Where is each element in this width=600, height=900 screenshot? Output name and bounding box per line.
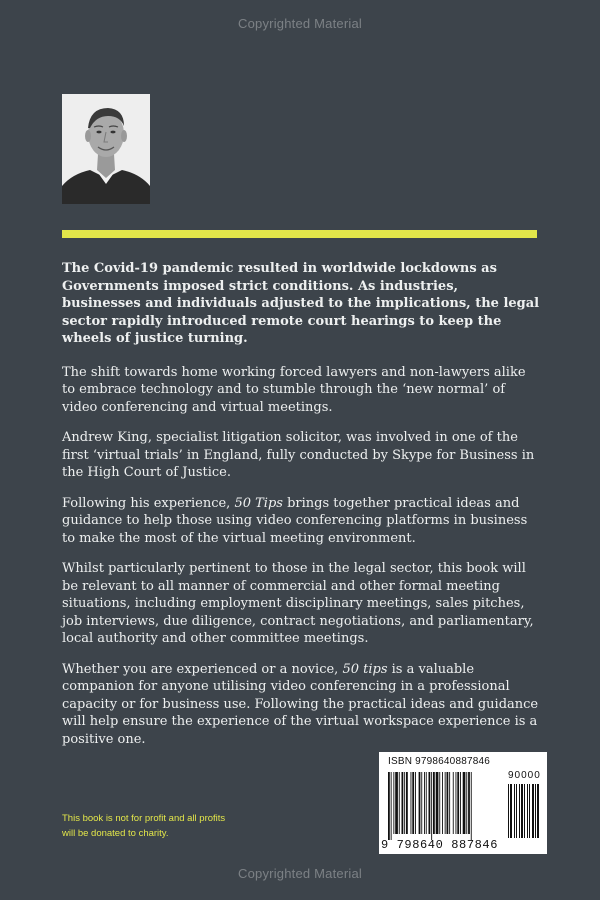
blurb-paragraph-2: The shift towards home working forced lawyers and non-lawyers alike to embrace technology and to stumble through the ‘new normal’ of video conferencing and virtual meetings. bbox=[62, 364, 526, 415]
ean-barcode-bars bbox=[388, 772, 502, 844]
isbn-barcode bbox=[379, 752, 547, 854]
isbn-label: ISBN 9798640887846 bbox=[388, 756, 491, 767]
blurb-paragraph-3: Andrew King, specialist litigation solicitor, was involved in one of the first ‘virtual trials’ in England, fully conducted by Skype for Business in the High Court of Justice. bbox=[62, 430, 535, 480]
addon-digits: 90000 bbox=[508, 770, 541, 781]
charity-line-2: will be donated to charity. bbox=[62, 828, 169, 839]
p4-text-after: brings together practical ideas and guidance to help those using video conferencing platforms in business to make the most of the virtual meeting environment. bbox=[62, 495, 528, 546]
watermark-bottom: Copyrighted Material bbox=[238, 866, 362, 881]
accent-bar bbox=[62, 230, 537, 238]
p6-book-title: 50 tips bbox=[342, 661, 388, 677]
p4-text-before: Following his experience, bbox=[62, 495, 235, 511]
blurb-paragraph-5: Whilst particularly pertinent to those in the legal sector, this book will be relevant to all manner of commercial and other formal meeting situations, including employment disciplinary meetings, sales pitches, job interviews, due diligence, contract negotiations, and parliamentary, local authority and other committee meetings. bbox=[62, 561, 534, 646]
charity-note bbox=[62, 811, 302, 841]
p4-book-title: 50 Tips bbox=[234, 495, 283, 511]
watermark-top: Copyrighted Material bbox=[238, 16, 362, 31]
addon-barcode-bars bbox=[508, 784, 540, 840]
charity-line-1: This book is not for profit and all profits bbox=[62, 813, 226, 824]
author-photo bbox=[62, 94, 150, 204]
p6-text-after: is a valuable companion for anyone utilising video conferencing in a professional capacity or for business use. Following the practical ideas and guidance will help ensure the experience of the virtual workspace experience is a positive one. bbox=[62, 661, 539, 747]
blurb-paragraph-6 bbox=[62, 661, 540, 749]
ean-digits: 9 798640 887846 bbox=[381, 838, 499, 852]
blurb-lead-paragraph: The Covid-19 pandemic resulted in worldwide lockdowns as Governments imposed strict conditions. As industries, businesses and individuals adjusted to the implications, the legal sector rapidly introduced remote court hearings to keep the wheels of justice turning. bbox=[62, 261, 540, 346]
back-cover-blurb bbox=[62, 260, 540, 761]
p6-text-before: Whether you are experienced or a novice, bbox=[62, 661, 343, 677]
blurb-paragraph-4 bbox=[62, 495, 540, 548]
